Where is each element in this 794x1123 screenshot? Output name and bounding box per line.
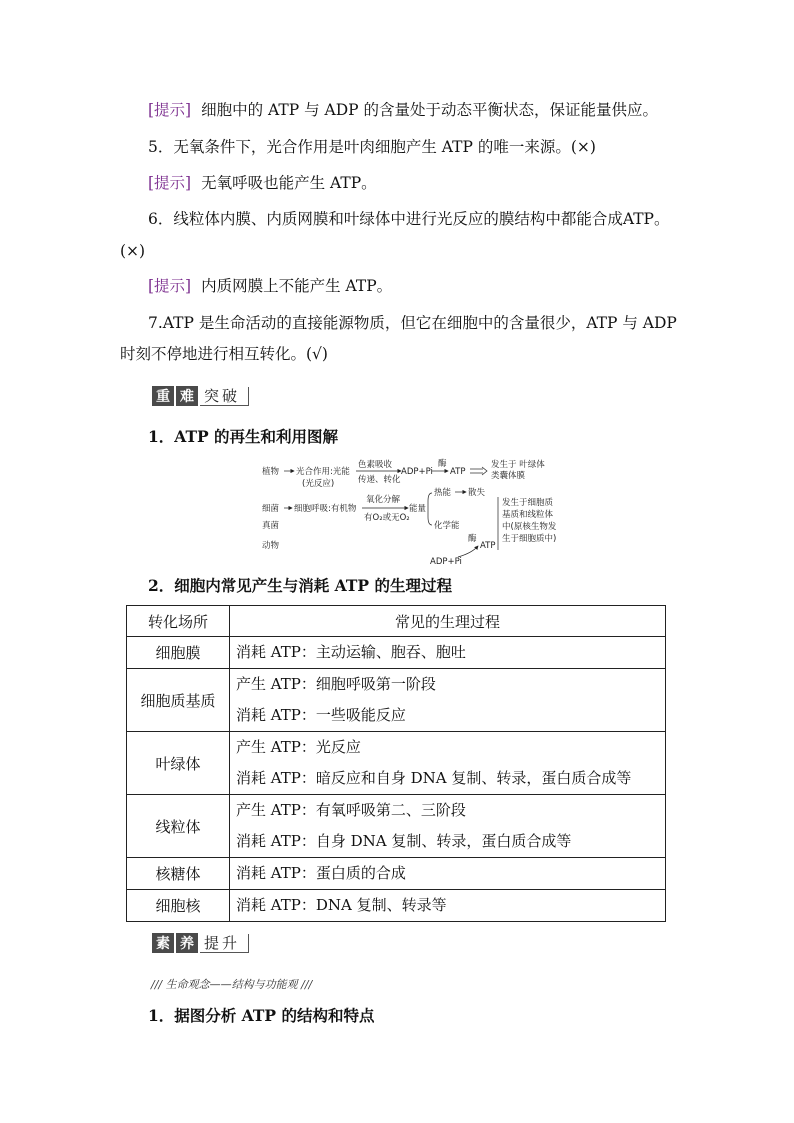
label-dest1a: 发生于 叶绿体 [491, 460, 545, 470]
section-char: 素 [152, 933, 174, 953]
table-row [127, 890, 666, 922]
label-atp1: ATP [450, 467, 466, 477]
table-cell-place: 细胞核 [127, 890, 230, 922]
section-rest: 提 升 [200, 934, 244, 953]
table-row [127, 732, 666, 795]
tip-line-3 [148, 275, 708, 297]
question-6: 6．线粒体内膜、内质网膜和叶绿体中进行光反应的膜结构中都能合成ATP。 [148, 210, 670, 228]
label-dest2d: 生于细胞质中) [502, 534, 557, 544]
label-plants: 植物 [262, 467, 280, 477]
label-dissip: 散失 [468, 488, 486, 498]
label-photo-sub: (光反应) [302, 479, 335, 489]
table-row [127, 669, 666, 732]
heading-atp-table: 2．细胞内常见产生与消耗 ATP 的生理过程 [148, 576, 452, 595]
table-cell-place: 细胞膜 [127, 637, 230, 669]
label-pigment: 色素吸收 [358, 460, 393, 470]
table-cell-place: 核糖体 [127, 858, 230, 890]
atp-process-table [126, 605, 666, 922]
table-header: 常见的生理过程 [230, 606, 666, 637]
section-header-difficulty [152, 385, 249, 407]
table-cell-place: 线粒体 [127, 795, 230, 858]
label-enzyme1: 酶 [438, 459, 447, 469]
heading-atp-diagram: 1．ATP 的再生和利用图解 [148, 427, 339, 446]
table-header-row [127, 606, 666, 637]
label-photo: 光合作用:光能 [296, 467, 350, 477]
question-6-answer: (×) [120, 242, 146, 260]
label-chem: 化学能 [434, 521, 460, 531]
label-dest2c: 中(原核生物发 [502, 522, 557, 532]
table-cell-proc: 产生 ATP：细胞呼吸第一阶段 消耗 ATP：一些吸能反应 [230, 669, 666, 732]
table-header: 转化场所 [127, 606, 230, 637]
atp-regeneration-diagram [258, 457, 578, 567]
section-char: 重 [152, 386, 174, 406]
label-heat: 热能 [434, 488, 452, 498]
label-adp1: ADP+Pi [401, 467, 433, 477]
table-cell-proc: 产生 ATP：光反应 消耗 ATP：暗反应和自身 DNA 复制、转录，蛋白质合成等 [230, 732, 666, 795]
label-oxid: 氧化分解 [366, 495, 401, 505]
label-animals: 动物 [262, 541, 280, 551]
label-enzyme2: 酶 [468, 534, 477, 544]
label-resp: 细胞呼吸:有机物 [294, 504, 357, 514]
tip-text: 无氧呼吸也能产生 ATP。 [201, 174, 377, 192]
table-cell-place: 细胞质基质 [127, 669, 230, 732]
label-transfer: 传递、转化 [358, 475, 401, 485]
label-dest1b: 类囊体膜 [491, 471, 526, 481]
section-header-literacy [152, 932, 249, 954]
concept-note: /// 生命观念——结构与功能观 /// [151, 978, 313, 991]
heading-atp-structure: 1．据图分析 ATP 的结构和特点 [148, 1006, 375, 1025]
label-energy: 能量 [409, 504, 427, 514]
label-dest2b: 基质和线粒体 [502, 510, 554, 520]
section-char: 难 [176, 386, 198, 406]
label-dest2a: 发生于细胞质 [502, 498, 554, 508]
table-cell-proc: 消耗 ATP：DNA 复制、转录等 [230, 890, 666, 922]
table-cell-place: 叶绿体 [127, 732, 230, 795]
tip-line-1 [148, 99, 708, 121]
table-row [127, 637, 666, 669]
question-5: 5．无氧条件下，光合作用是叶肉细胞产生 ATP 的唯一来源。(×) [148, 138, 596, 156]
label-fungi: 真菌 [262, 521, 280, 531]
question-7-cont: 时刻不停地进行相互转化。(√) [120, 345, 328, 363]
label-atp2: ATP [480, 541, 496, 551]
tip-line-2 [148, 172, 708, 194]
tip-label: [提示] [148, 174, 192, 192]
tip-text: 内质网膜上不能产生 ATP。 [201, 277, 393, 295]
tip-label: [提示] [148, 101, 192, 119]
tip-label: [提示] [148, 277, 192, 295]
label-o2: 有O₂或无O₂ [364, 513, 410, 523]
table-cell-proc: 产生 ATP：有氧呼吸第二、三阶段 消耗 ATP：自身 DNA 复制、转录，蛋白质合成等 [230, 795, 666, 858]
tip-text: 细胞中的 ATP 与 ADP 的含量处于动态平衡状态，保证能量供应。 [201, 101, 658, 119]
question-7: 7.ATP 是生命活动的直接能源物质，但它在细胞中的含量很少，ATP 与 ADP [148, 314, 677, 332]
section-rest: 突 破 [200, 387, 244, 406]
label-bacteria: 细菌 [262, 504, 280, 514]
table-row [127, 795, 666, 858]
table-cell-proc: 消耗 ATP：蛋白质的合成 [230, 858, 666, 890]
table-row [127, 858, 666, 890]
label-adp2: ADP+Pi [430, 557, 462, 567]
section-char: 养 [176, 933, 198, 953]
table-cell-proc: 消耗 ATP：主动运输、胞吞、胞吐 [230, 637, 666, 669]
